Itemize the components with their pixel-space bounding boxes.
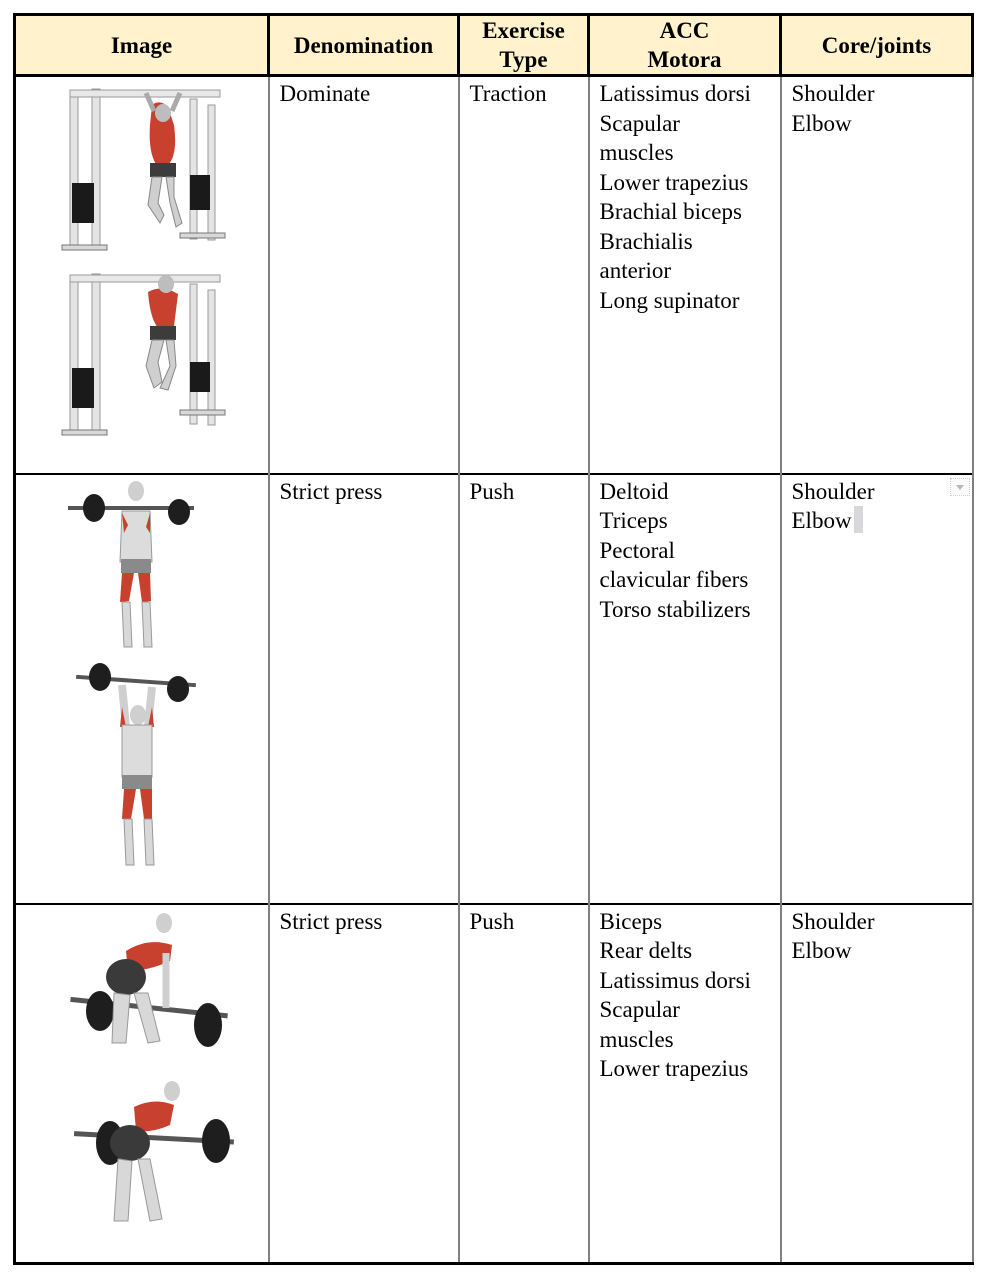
joint-item: Shoulder — [791, 478, 875, 504]
exercise-type-cell: Push — [459, 474, 589, 904]
acc-motora-cell — [589, 474, 781, 904]
denomination-cell: Strict press — [269, 474, 459, 904]
header-exercise-type: Exercise Type — [459, 15, 589, 76]
table-row — [15, 76, 973, 474]
press-start-pose — [68, 481, 194, 647]
denomination-cell: Strict press — [269, 904, 459, 1264]
joint-item: Shoulder — [791, 908, 875, 934]
muscle-item: muscles — [599, 140, 674, 165]
row-pull-pose — [74, 1081, 234, 1221]
table-row — [15, 474, 973, 904]
joint-item: Elbow — [792, 506, 963, 536]
muscle-item: Torso stabilizers — [599, 596, 751, 622]
muscle-item: muscles — [599, 1026, 674, 1052]
muscle-item: Deltoid — [599, 478, 669, 504]
core-joints-cell — [781, 904, 973, 1264]
header-core-joints: Core/joints — [781, 15, 973, 76]
barbell-row-illustration — [68, 913, 258, 1233]
image-cell — [15, 474, 269, 904]
pull-up-frame-top — [62, 89, 225, 250]
image-cell — [15, 76, 269, 474]
joint-item: Elbow — [791, 110, 852, 136]
acc-motora-cell — [589, 76, 781, 474]
pull-up-frame-bottom — [62, 274, 225, 435]
muscle-item: clavicular fibers — [599, 567, 749, 592]
exercise-table — [13, 13, 974, 1265]
table-row — [15, 904, 973, 1264]
muscle-item: Triceps — [599, 508, 668, 533]
muscle-item: Brachialis — [599, 228, 693, 254]
muscle-item: Pectoral — [599, 537, 675, 563]
core-joints-cell — [781, 76, 973, 474]
denomination-cell: Dominate — [269, 76, 459, 474]
header-image: Image — [15, 15, 269, 76]
text-cursor — [854, 506, 863, 533]
core-joints-cell — [781, 474, 973, 904]
muscle-item: Scapular — [599, 997, 680, 1022]
image-cell — [15, 904, 269, 1264]
muscle-item: Lower trapezius — [599, 169, 749, 195]
pull-up-illustration — [50, 85, 240, 445]
joint-item: Elbow — [791, 938, 852, 963]
joint-item: Shoulder — [791, 81, 875, 106]
muscle-item: Scapular — [599, 110, 680, 136]
strict-press-illustration — [66, 477, 206, 877]
header-row — [15, 15, 973, 76]
header-denomination: Denomination — [269, 15, 459, 76]
muscle-item: Rear delts — [599, 938, 693, 963]
muscle-item: Long supinator — [599, 287, 740, 313]
header-acc-motora: ACC Motora — [589, 15, 781, 76]
muscle-item: Biceps — [599, 908, 663, 934]
exercise-type-cell: Push — [459, 904, 589, 1264]
press-overhead-pose — [76, 663, 196, 865]
muscle-item: Latissimus dorsi — [599, 967, 751, 993]
muscle-item: Latissimus dorsi — [599, 81, 751, 106]
muscle-item: anterior — [599, 258, 672, 283]
muscle-item: Brachial biceps — [599, 199, 742, 224]
acc-motora-cell — [589, 904, 781, 1264]
row-start-pose — [70, 913, 228, 1047]
muscle-item: Lower trapezius — [599, 1056, 749, 1081]
exercise-type-cell: Traction — [459, 76, 589, 474]
cell-options-dropdown-icon[interactable] — [950, 478, 970, 496]
